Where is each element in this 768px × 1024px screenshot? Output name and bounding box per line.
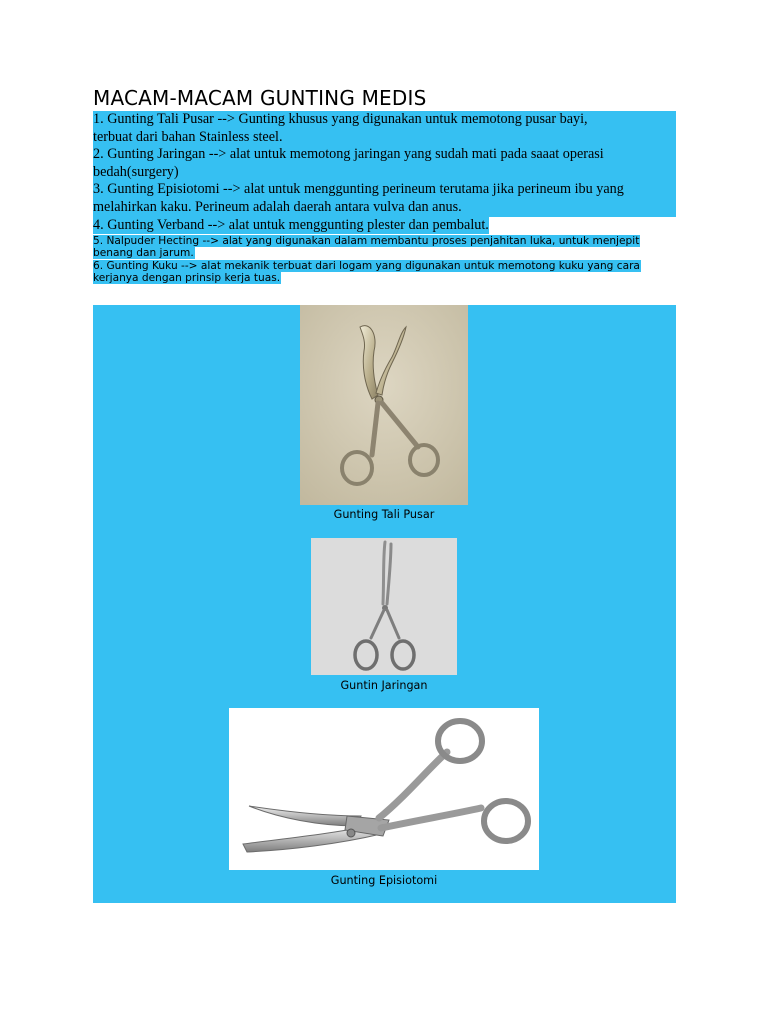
list-item-continuation: benang dan jarum. — [93, 247, 194, 260]
episiotomy-scissors-photo — [229, 708, 539, 870]
image-caption: Gunting Episiotomi — [330, 874, 438, 887]
list-item: 4. Gunting Verband --> alat untuk menggunting plester dan pembalut. — [93, 216, 489, 233]
image-caption: Guntin Jaringan — [340, 679, 428, 692]
instrument-list-sans — [93, 235, 683, 284]
list-item-continuation: melahirkan kaku. Perineum adalah daerah antara vulva dan anus. — [93, 199, 676, 217]
image-caption: Gunting Tali Pusar — [333, 508, 435, 521]
list-item: 5. Nalpuder Hecting --> alat yang digunakan dalam membantu proses penjahitan luka, untuk menjepit — [93, 235, 640, 247]
list-item-continuation: kerjanya dengan prinsip kerja tuas. — [93, 271, 281, 284]
list-item: 6. Gunting Kuku --> alat mekanik terbuat dari logam yang digunakan untuk memotong kuku yang cara — [93, 259, 640, 272]
umbilical-scissors-photo — [300, 305, 468, 505]
page-title: MACAM-MACAM GUNTING MEDIS — [93, 86, 427, 110]
list-item-continuation: terbuat dari bahan Stainless steel. — [93, 129, 676, 147]
list-item-continuation: bedah(surgery) — [93, 164, 676, 182]
list-item: 2. Gunting Jaringan --> alat untuk memotong jaringan yang sudah mati pada saaat operasi — [93, 146, 676, 164]
instrument-list-serif — [93, 111, 676, 234]
list-item: 3. Gunting Episiotomi --> alat untuk menggunting perineum terutama jika perineum ibu yang — [93, 181, 676, 199]
list-item: 1. Gunting Tali Pusar --> Gunting khusus yang digunakan untuk memotong pusar bayi, — [93, 111, 676, 129]
tissue-scissors-photo — [311, 538, 457, 675]
